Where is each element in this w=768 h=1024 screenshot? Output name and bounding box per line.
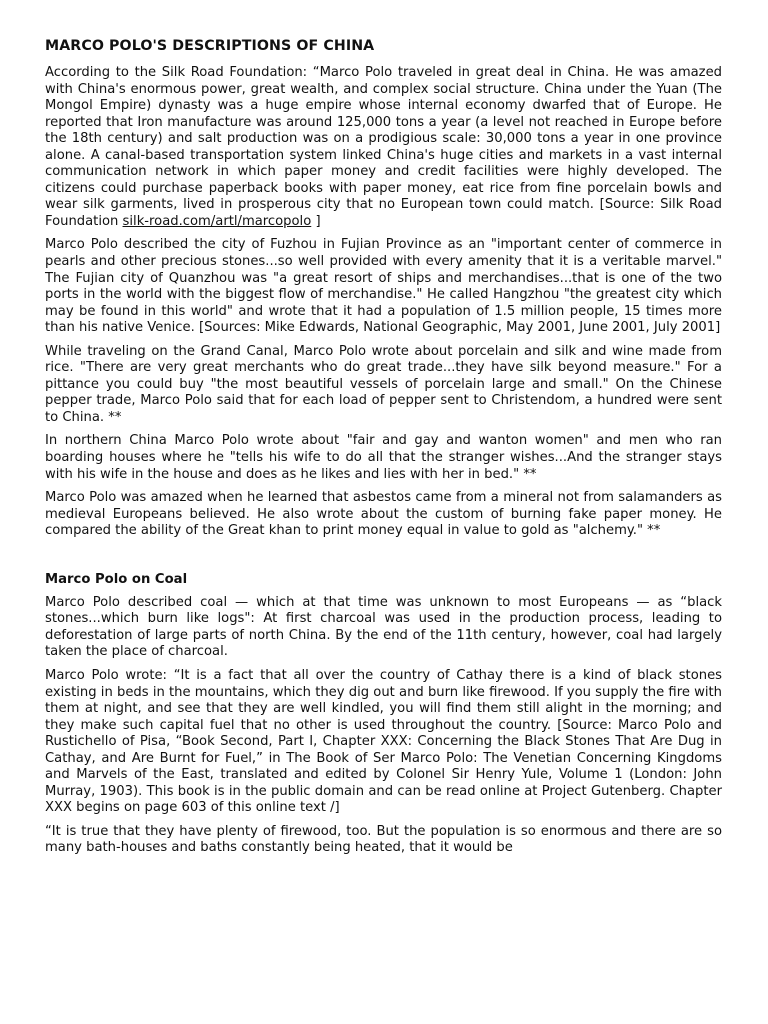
bracket-close: ] bbox=[315, 213, 321, 229]
section-heading-coal: Marco Polo on Coal bbox=[45, 571, 188, 587]
source-link[interactable]: silk-road.com/artl/marcopolo bbox=[122, 213, 312, 229]
paragraph-grand-canal: While traveling on the Grand Canal, Marco Polo wrote about porcelain and silk and wine made from rice. "There are very great merchants who do great trade...they have silk beyond measure." For a pittance you could buy "the most beautiful vessels of porcelain large and small." On the Chinese pepper trade, Marco Polo said that for each load of pepper sent to Christendom, a hundred were sent to China. ** bbox=[45, 343, 722, 425]
paragraph-northern-china: In northern China Marco Polo wrote about "fair and gay and wanton women" and men who ran boarding houses where he "tells his wife to do all that the stranger wishes...And the stranger stays with his wife in the house and does as he likes and lies with her in bed." ** bbox=[45, 433, 722, 482]
paragraph-coal-quote: Marco Polo wrote: “It is a fact that all over the country of Cathay there is a kind of black stones existing in beds in the mountains, which they dig out and burn like firewood. If you supply the fire with them at night, and see that they are well kindled, you will find them still alight in the morning; and they make such capital fuel that no other is used throughout the country. [Source: Marco Polo and Rustichello of Pisa, “Book Second, Part I, Chapter XXX: Concerning the Black Stones That Are Dug in Cathay, and Are Burnt for Fuel,” in The Book of Ser Marco Polo: The Venetian Concerning Kingdoms and Marvels of the East, translated and edited by Colonel Sir Henry Yule, Volume 1 (London: John Murray, 1903). This book is in the public domain and can be read online at Project Gutenberg. Chapter XXX begins on page 603 of this online text /] bbox=[45, 667, 722, 816]
paragraph-fuzhou: Marco Polo described the city of Fuzhou in Fujian Province as an "important center of commerce in pearls and other precious stones...so well provided with every amenity that it is a veritable marvel." The Fujian city of Quanzhou was "a great resort of ships and merchandises...that is one of the two ports in the world with the biggest flow of merchandise." He called Hangzhou "the greatest city which may be found in this world" and wrote that it had a population of 1.5 million people, 15 times more than his native Venice. [Sources: Mike Edwards, National Geographic, May 2001, June 2001, July 2001] bbox=[45, 237, 722, 336]
section-spacer bbox=[45, 547, 722, 571]
page-title: MARCO POLO'S DESCRIPTIONS OF CHINA bbox=[45, 38, 375, 54]
paragraph-coal-intro: Marco Polo described coal — which at that time was unknown to most Europeans — as “black stones...which burn like logs": At first charcoal was used in the production process, leading to deforestation of large parts of north China. By the end of the 11th century, however, coal had largely taken the place of charcoal. bbox=[45, 594, 722, 660]
paragraph-text: According to the Silk Road Foundation: “Marco Polo traveled in great deal in China. He was amazed with China's enormous power, great wealth, and complex social structure. China under the Yuan (The Mongol Empire) dynasty was a huge empire whose internal economy dwarfed that of Europe. He reported that Iron manufacture was around 125,000 tons a year (a level not reached in Europe before the 18th century) and salt production was on a prodigious scale: 30,000 tons a year in one province alone. A canal-based transportation system linked China's huge cities and markets in a vast internal communication network in which paper money and credit facilities were highly developed. The citizens could purchase paperback books with paper money, eat rice from fine porcelain bowls and wear silk garments, lived in prosperous city that no European town could match. [Source: Silk Road Foundation bbox=[45, 65, 722, 229]
paragraph-firewood: “It is true that they have plenty of firewood, too. But the population is so enormous and there are so many bath-houses and baths constantly being heated, that it would be bbox=[45, 823, 722, 856]
document-page bbox=[45, 36, 722, 864]
paragraph-asbestos: Marco Polo was amazed when he learned that asbestos came from a mineral not from salamanders as medieval Europeans believed. He also wrote about the custom of burning fake paper money. He compared the ability of the Great khan to print money equal in value to gold as "alchemy." ** bbox=[45, 490, 722, 539]
paragraph-silk-road bbox=[45, 65, 722, 230]
